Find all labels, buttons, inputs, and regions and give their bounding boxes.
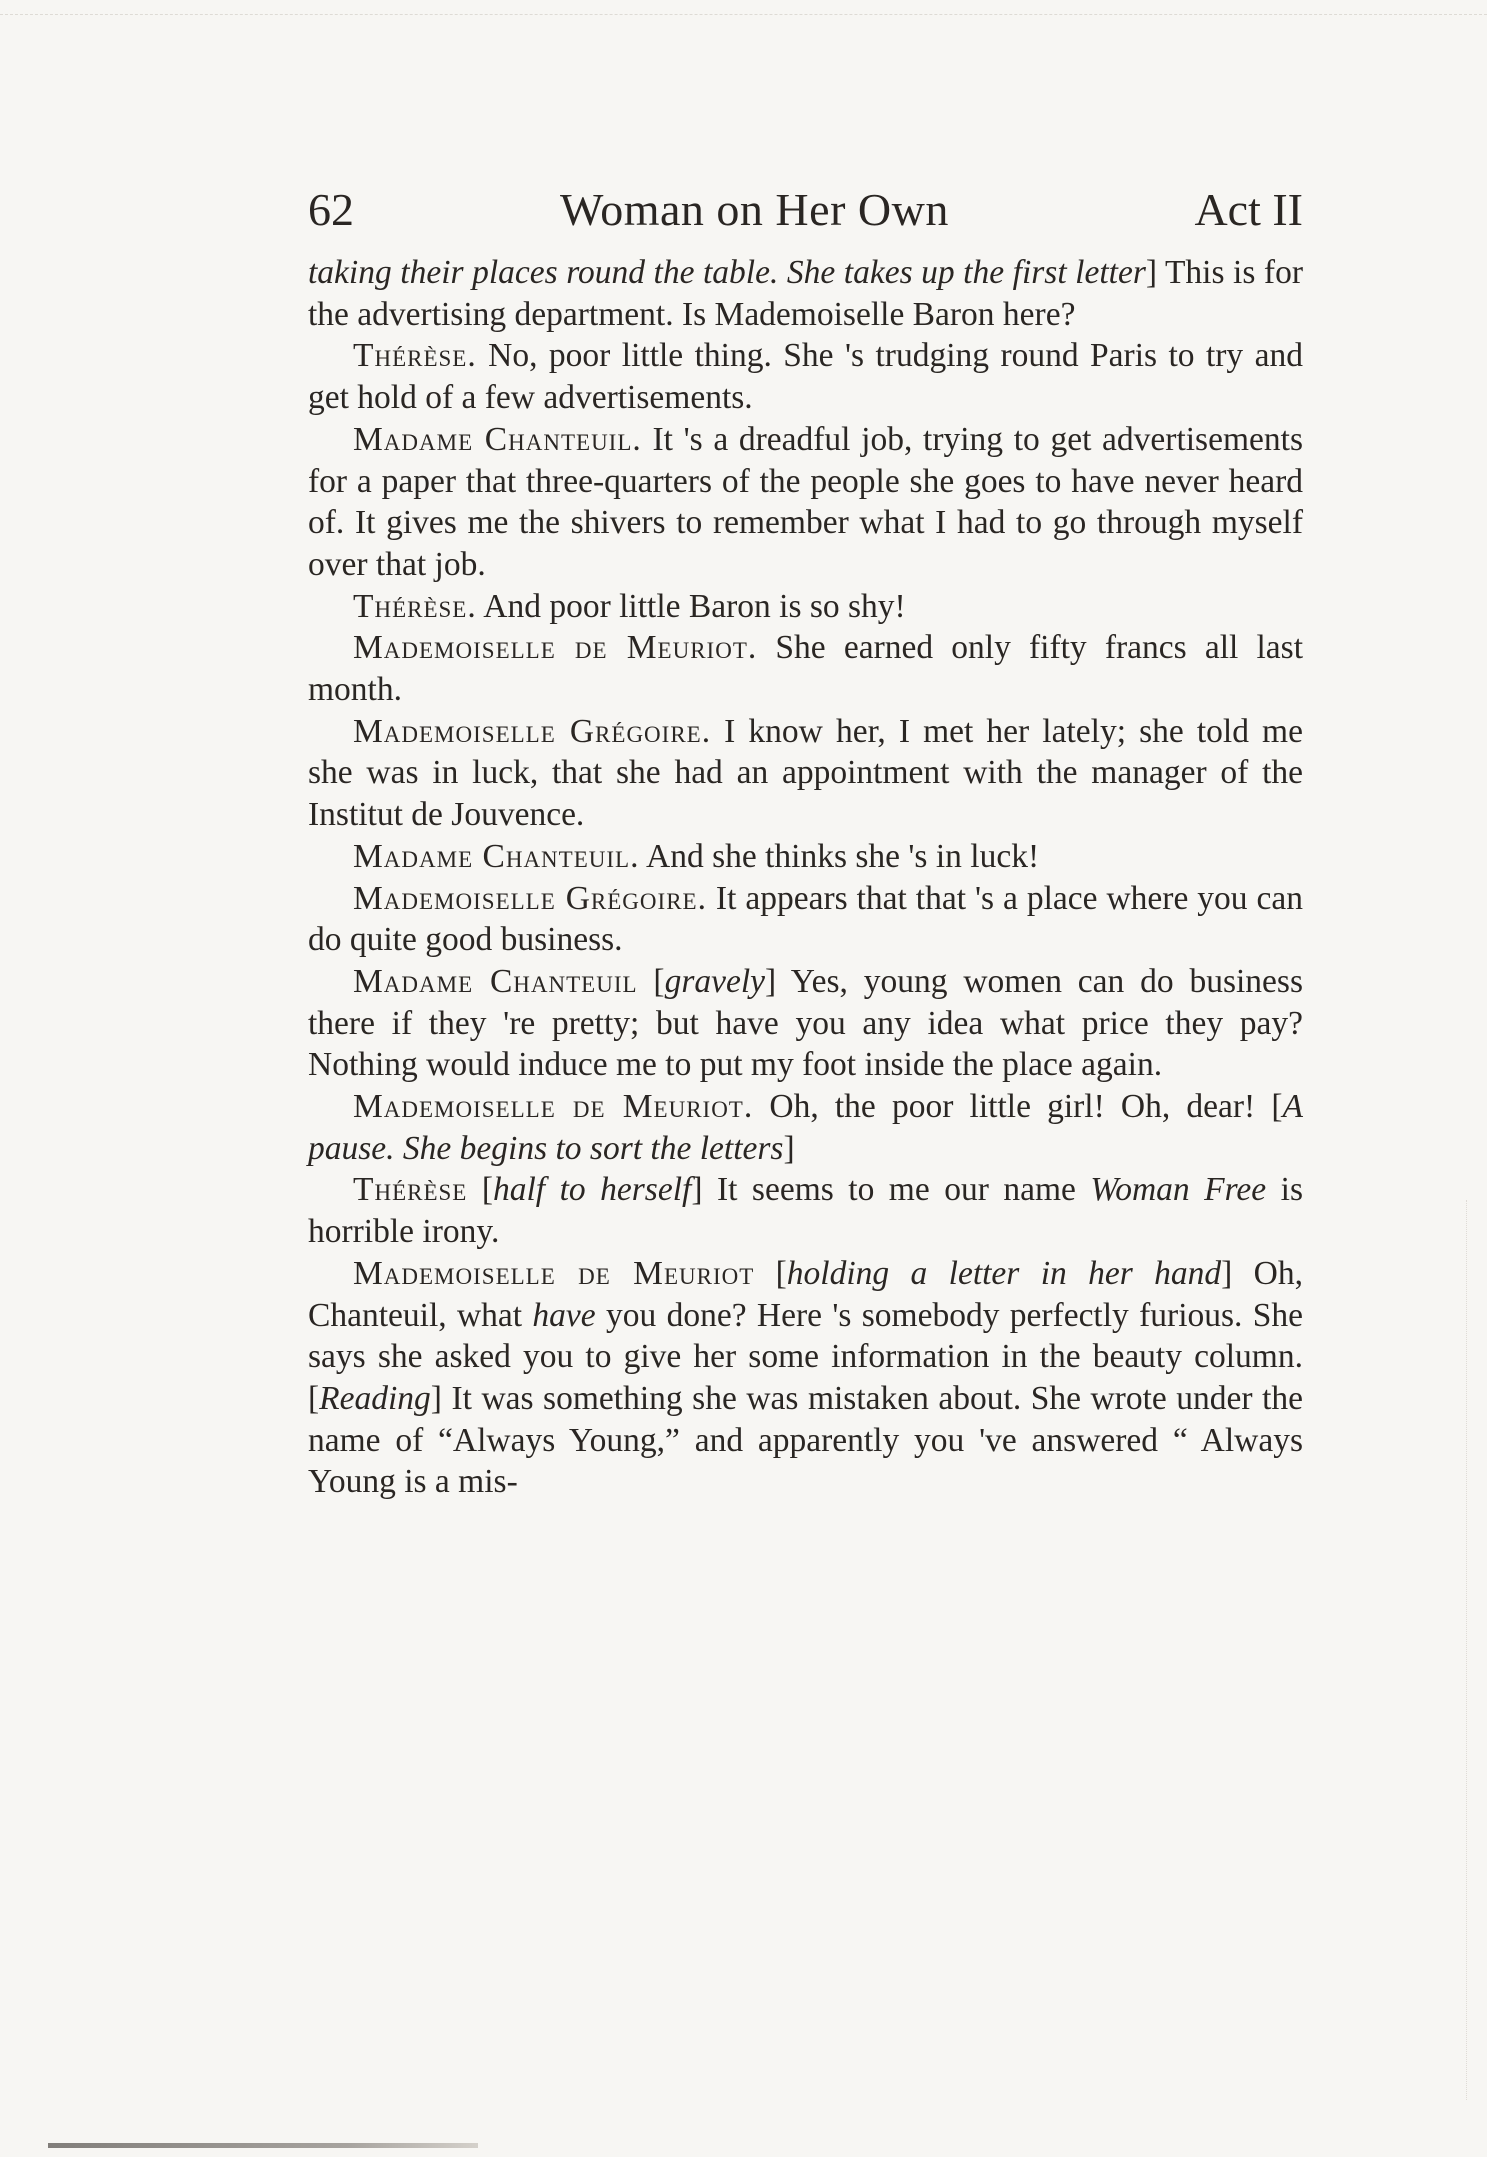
- stage-direction: half to herself: [493, 1171, 692, 1209]
- dialogue-text: Oh, Chanteuil, what: [308, 1254, 1303, 1334]
- speaker-name: Madame Chanteuil.: [353, 837, 640, 875]
- bracket-close: ]: [691, 1171, 703, 1209]
- stage-direction: holding a letter in her hand: [786, 1254, 1222, 1292]
- scan-edge-bottom: [48, 2143, 478, 2148]
- bracket-close: ]: [1145, 254, 1158, 291]
- speaker-name: Mademoiselle de Meuriot.: [353, 629, 758, 667]
- dialogue-text: It seems to me our name: [702, 1171, 1091, 1209]
- dialogue-text: I know her, I met her lately; she told me she was in luck, that she had an appointment with the manager of the Institut de Jouvence.: [308, 712, 1303, 834]
- speech-chanteuil-3: [308, 961, 1303, 1086]
- act-label: Act II: [1194, 184, 1303, 235]
- bracket-open: [: [775, 1254, 787, 1292]
- speaker-name: Mademoiselle Grégoire.: [353, 712, 712, 750]
- bracket-open: [: [308, 1379, 320, 1417]
- stage-continuation: [308, 252, 1303, 335]
- speech-therese-2: [308, 586, 1303, 628]
- speaker-name: Madame Chanteuil.: [353, 420, 642, 458]
- speech-gregoire-2: [308, 878, 1303, 961]
- speaker-name: Madame Chanteuil: [353, 962, 638, 1000]
- page-number: 62: [308, 184, 354, 235]
- dialogue-text: It was something she was mistaken about. She wrote under the name of “Always Young,” and apparently you 've answered “ Always Young is a mis-: [308, 1379, 1303, 1501]
- speaker-name: Thérèse.: [353, 587, 477, 625]
- dialogue-text: you done? Here 's somebody perfectly furious. She says she asked you to give her some information in the beauty column.: [308, 1296, 1303, 1376]
- emphasis: have: [532, 1296, 596, 1334]
- dialogue-text: She earned only fifty francs all last month.: [308, 629, 1304, 709]
- dialogue-text: This is for the advertising department. Is Mademoiselle Baron here?: [308, 254, 1303, 333]
- bracket-close: ]: [1221, 1254, 1233, 1292]
- play-text: [308, 252, 1303, 1503]
- book-page: [308, 180, 1303, 1503]
- speech-gregoire-1: [308, 711, 1303, 836]
- stage-direction: A pause. She begins to sort the letters: [308, 1088, 1303, 1167]
- speech-meuriot-3: [308, 1253, 1303, 1503]
- bracket-close: ]: [430, 1379, 442, 1417]
- speaker-name: Mademoiselle Grégoire.: [353, 879, 707, 917]
- stage-direction: Reading: [319, 1379, 431, 1417]
- bracket-open: [: [1271, 1088, 1283, 1126]
- dialogue-text: No, poor little thing. She 's trudging round Paris to try and get hold of a few advertisements.: [308, 337, 1303, 417]
- running-head: [308, 180, 1303, 240]
- speech-chanteuil-1: [308, 419, 1303, 586]
- dialogue-text: Yes, young women can do business there if they 're pretty; but have you any idea what price they pay? Nothing would induce me to put my foot inside the place again.: [308, 962, 1303, 1084]
- dialogue-text: It appears that that 's a place where you can do quite good business.: [308, 879, 1303, 959]
- newspaper-title: Woman Free: [1090, 1171, 1267, 1209]
- scan-edge-right: [1466, 1200, 1470, 2100]
- dialogue-text: Oh, the poor little girl! Oh, dear!: [753, 1088, 1272, 1126]
- dialogue-text: It 's a dreadful job, trying to get advertisements for a paper that three-quarters of the people she goes to have never heard of. It gives me the shivers to remember what I had to go through myself over that job.: [308, 420, 1303, 583]
- speech-meuriot-2: [308, 1086, 1303, 1169]
- stage-direction: taking their places round the table. She takes up the first letter: [308, 254, 1146, 291]
- speaker-name: Thérèse.: [353, 337, 477, 375]
- speech-therese-1: [308, 335, 1303, 418]
- stage-direction: gravely: [664, 962, 766, 1000]
- dialogue-text: And she thinks she 's in luck!: [639, 837, 1040, 875]
- dialogue-text: And poor little Baron is so shy!: [476, 587, 906, 625]
- speaker-name: Thérèse: [353, 1171, 468, 1209]
- speech-meuriot-1: [308, 627, 1303, 710]
- speech-chanteuil-2: [308, 836, 1303, 878]
- speech-therese-3: [308, 1169, 1303, 1252]
- book-title: Woman on Her Own: [560, 184, 949, 235]
- bracket-close: ]: [765, 962, 777, 1000]
- scan-edge-top: [0, 14, 1487, 15]
- speaker-name: Mademoiselle de Meuriot: [353, 1254, 755, 1292]
- bracket-open: [: [653, 962, 665, 1000]
- speaker-name: Mademoiselle de Meuriot.: [353, 1088, 754, 1126]
- bracket-open: [: [481, 1171, 493, 1209]
- dialogue-text: is horrible irony.: [308, 1171, 1303, 1251]
- bracket-close: ]: [783, 1129, 795, 1167]
